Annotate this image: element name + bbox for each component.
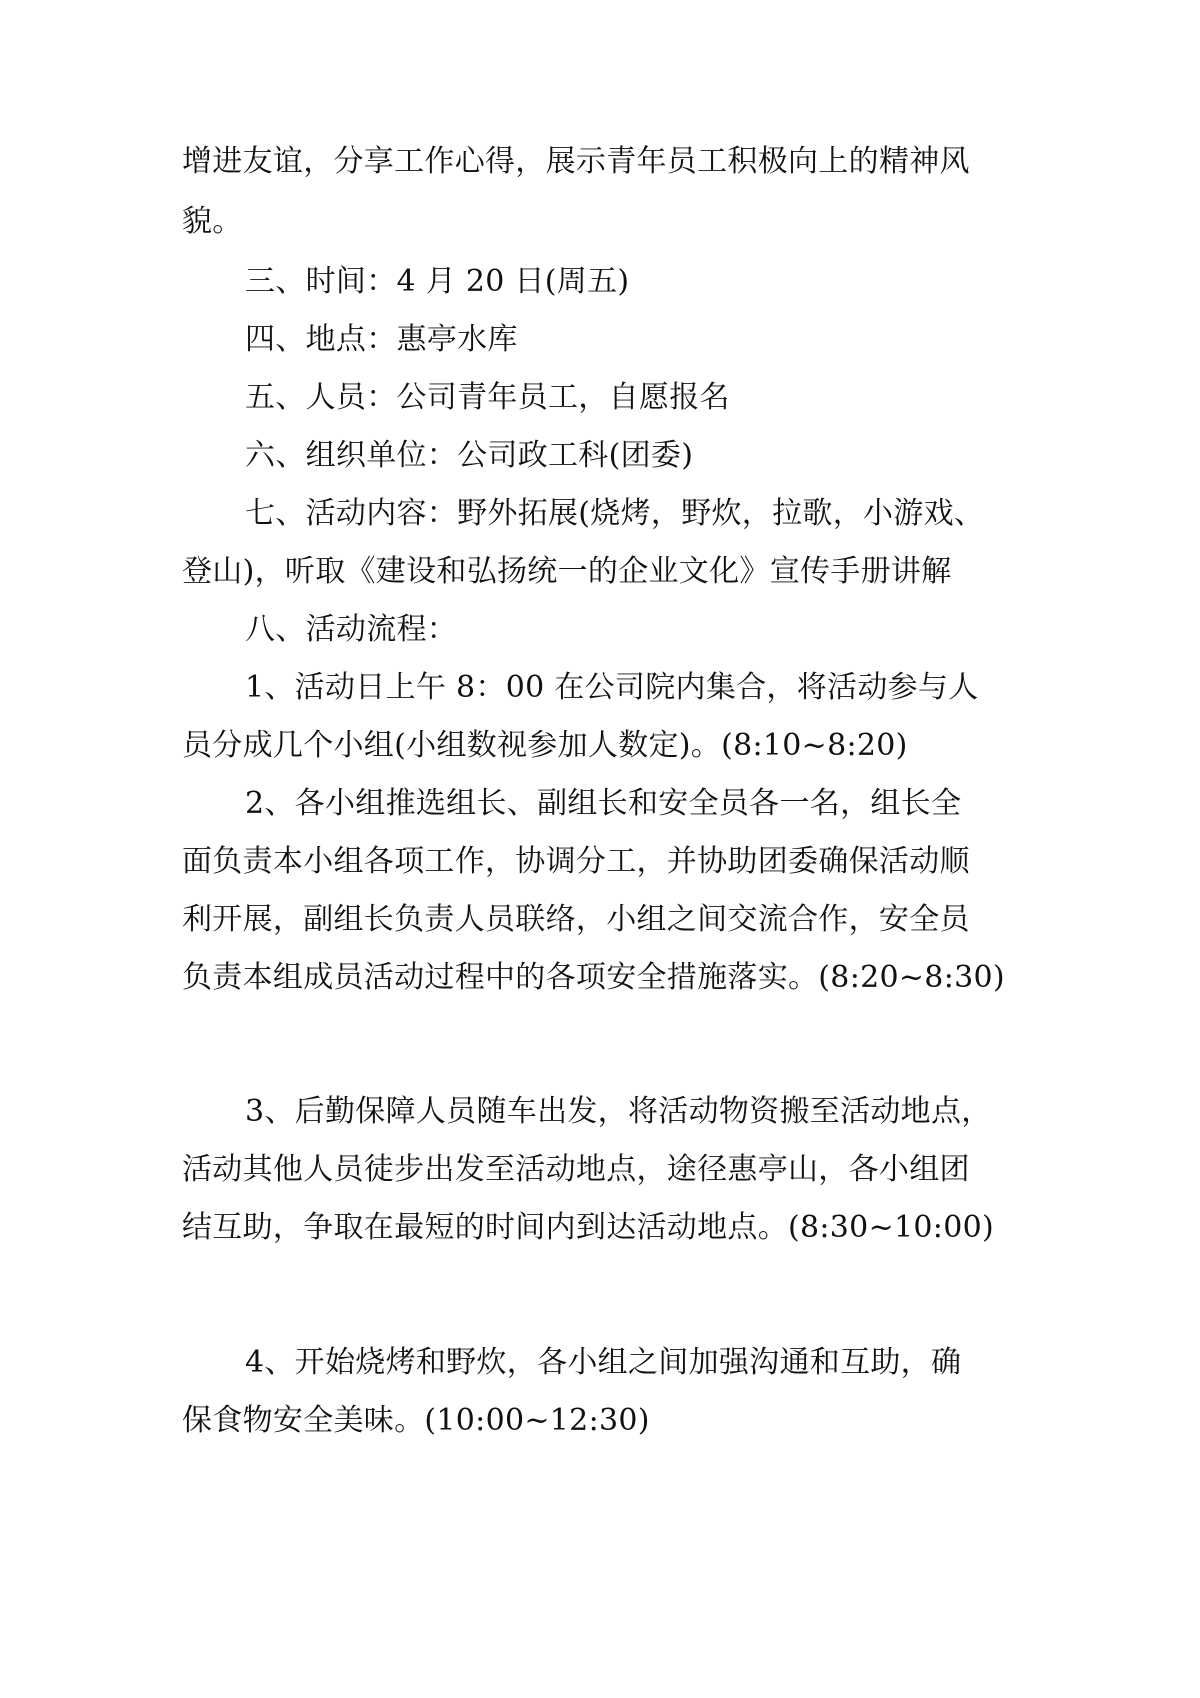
paragraph-line: 六、组织单位：公司政工科(团委) xyxy=(245,438,694,473)
paragraph-line: 保食物安全美味。(10:00~12:30) xyxy=(182,1403,650,1438)
paragraph-line: 4、开始烧烤和野炊，各小组之间加强沟通和互助，确 xyxy=(245,1345,962,1380)
paragraph-line: 三、时间：4 月 20 日(周五) xyxy=(245,264,630,299)
paragraph-line: 八、活动流程： xyxy=(245,612,458,647)
paragraph-line: 2、各小组推选组长、副组长和安全员各一名，组长全 xyxy=(245,786,962,821)
paragraph-line: 四、地点：惠亭水库 xyxy=(245,322,518,357)
paragraph-line: 五、人员：公司青年员工，自愿报名 xyxy=(245,380,730,415)
paragraph-line: 登山)，听取《建设和弘扬统一的企业文化》宣传手册讲解 xyxy=(182,554,952,589)
paragraph-line: 七、活动内容：野外拓展(烧烤，野炊，拉歌，小游戏、 xyxy=(245,496,985,531)
paragraph-line: 负责本组成员活动过程中的各项安全措施落实。(8:20~8:30) xyxy=(182,960,1005,995)
paragraph-line: 利开展，副组长负责人员联络，小组之间交流合作，安全员 xyxy=(182,902,970,937)
paragraph-line: 3、后勤保障人员随车出发，将活动物资搬至活动地点， xyxy=(245,1094,992,1129)
paragraph-line: 员分成几个小组(小组数视参加人数定)。(8:10~8:20) xyxy=(182,728,908,763)
paragraph-line: 结互助，争取在最短的时间内到达活动地点。(8:30~10:00) xyxy=(182,1210,994,1245)
paragraph-line: 1、活动日上午 8：00 在公司院内集合，将活动参与人 xyxy=(245,670,979,705)
paragraph-line: 面负责本小组各项工作，协调分工，并协助团委确保活动顺 xyxy=(182,844,970,879)
paragraph-line: 增进友谊，分享工作心得，展示青年员工积极向上的精神风 xyxy=(182,144,970,179)
paragraph-line: 貌。 xyxy=(182,204,243,239)
paragraph-line: 活动其他人员徒步出发至活动地点，途径惠亭山，各小组团 xyxy=(182,1152,970,1187)
